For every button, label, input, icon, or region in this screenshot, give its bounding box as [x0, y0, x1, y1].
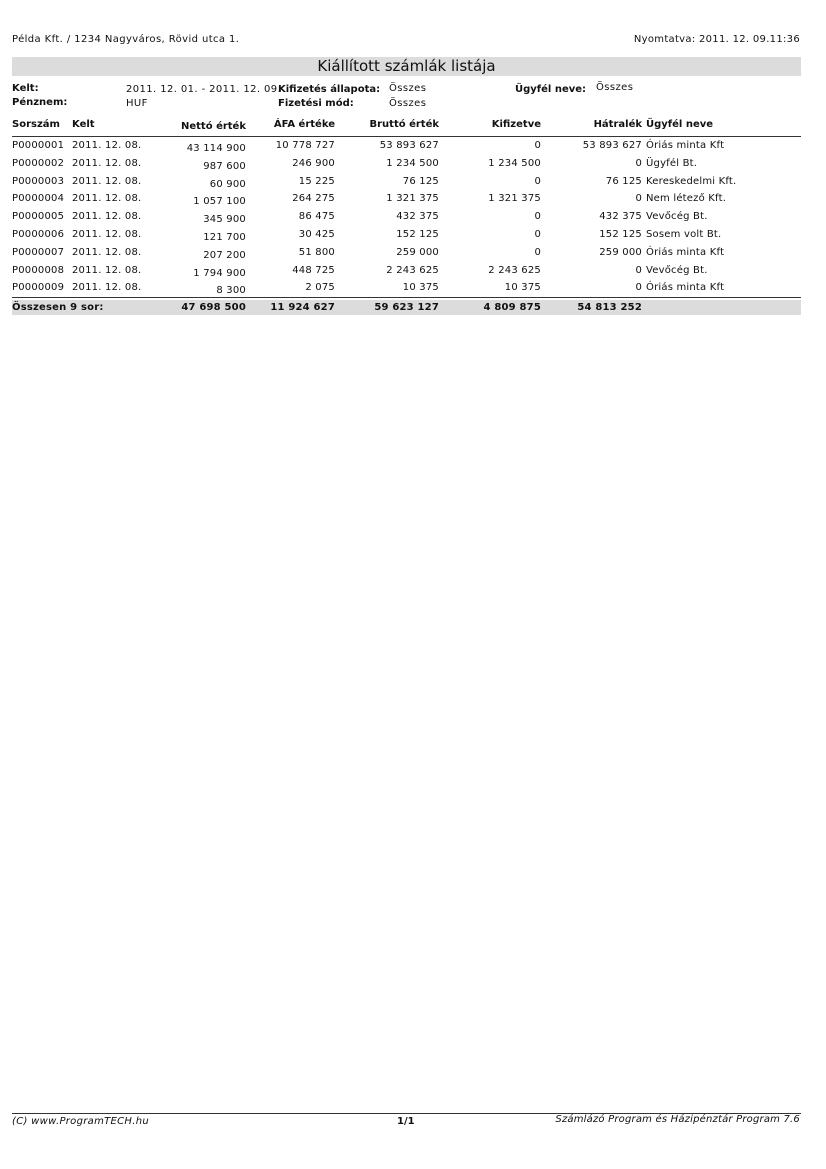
cell-kelt: 2011. 12. 08.	[72, 157, 142, 169]
cell-sorszam: P0000009	[12, 282, 65, 294]
cell-afa: 86 475	[298, 211, 335, 223]
cell-sorszam: P0000002	[12, 157, 65, 169]
total-kifizetve: 4 809 875	[483, 302, 541, 313]
cell-kifizetve: 0	[534, 228, 541, 240]
cell-brutto: 53 893 627	[379, 140, 439, 151]
total-netto: 47 698 500	[181, 302, 246, 313]
cell-sorszam: P0000001	[12, 140, 65, 151]
cell-brutto: 152 125	[396, 228, 439, 240]
cell-netto: 60 900	[209, 178, 246, 190]
cell-kifizetve: 0	[534, 211, 541, 223]
cell-kifizetve: 1 234 500	[488, 157, 541, 169]
cell-kifizetve: 10 375	[504, 282, 541, 294]
col-header-netto: Nettó érték	[181, 121, 246, 132]
cell-hatralek: 259 000	[599, 246, 642, 258]
filter-fizmod-value: Összes	[389, 98, 427, 109]
cell-kelt: 2011. 12. 08.	[72, 264, 142, 276]
cell-hatralek: 0	[635, 193, 642, 205]
cell-netto: 121 700	[203, 231, 246, 243]
cell-netto: 987 600	[203, 160, 246, 172]
cell-kifizetve: 2 243 625	[488, 264, 541, 276]
cell-brutto: 259 000	[396, 246, 439, 258]
cell-hatralek: 152 125	[599, 228, 642, 240]
col-header-afa: ÁFA értéke	[273, 119, 335, 130]
cell-hatralek: 76 125	[605, 175, 642, 187]
cell-afa: 2 075	[305, 282, 335, 294]
table-row	[0, 191, 826, 209]
cell-ugyfel: Vevőcég Bt.	[646, 211, 708, 223]
col-header-hatralek: Hátralék	[593, 119, 642, 130]
table-row	[0, 245, 826, 263]
cell-brutto: 76 125	[402, 175, 439, 187]
filter-fizmod-label: Fizetési mód:	[278, 98, 354, 109]
cell-ugyfel: Kereskedelmi Kft.	[646, 175, 737, 187]
filter-ugyfel-value: Összes	[596, 82, 634, 93]
cell-kelt: 2011. 12. 08.	[72, 193, 142, 205]
cell-brutto: 432 375	[396, 211, 439, 223]
cell-kelt: 2011. 12. 08.	[72, 246, 142, 258]
filter-penznem-value: HUF	[126, 98, 148, 109]
cell-afa: 10 778 727	[275, 140, 335, 151]
totals-label: Összesen 9 sor:	[12, 302, 104, 313]
cell-kelt: 2011. 12. 08.	[72, 282, 142, 294]
col-header-kifizetve: Kifizetve	[491, 119, 541, 130]
cell-kelt: 2011. 12. 08.	[72, 228, 142, 240]
table-row	[0, 263, 826, 281]
table-row	[0, 209, 826, 227]
cell-kelt: 2011. 12. 08.	[72, 211, 142, 223]
filter-kifizetes-label: Kifizetés állapota:	[278, 84, 381, 95]
cell-ugyfel: Sosem volt Bt.	[646, 228, 722, 240]
cell-netto: 345 900	[203, 214, 246, 226]
col-header-sorszam: Sorszám	[12, 119, 60, 130]
cell-sorszam: P0000006	[12, 228, 65, 240]
cell-ugyfel: Ügyfél Bt.	[646, 157, 698, 169]
table-row	[0, 227, 826, 245]
filter-penznem-label: Pénznem:	[12, 97, 68, 108]
table-row	[0, 138, 826, 156]
total-afa: 11 924 627	[270, 302, 335, 313]
header-divider	[12, 136, 801, 137]
cell-sorszam: P0000008	[12, 264, 65, 276]
col-header-kelt: Kelt	[72, 119, 95, 130]
total-brutto: 59 623 127	[374, 302, 439, 313]
cell-brutto: 2 243 625	[386, 264, 439, 276]
cell-afa: 264 275	[292, 193, 335, 205]
totals-divider	[12, 297, 801, 298]
cell-brutto: 1 321 375	[386, 193, 439, 205]
company-address: Példa Kft. / 1234 Nagyváros, Rövid utca 1.	[12, 34, 240, 45]
cell-ugyfel: Óriás minta Kft	[646, 282, 725, 294]
cell-kifizetve: 0	[534, 140, 541, 151]
cell-netto: 1 057 100	[193, 196, 246, 208]
filter-kelt-label: Kelt:	[12, 83, 39, 94]
cell-ugyfel: Nem létező Kft.	[646, 193, 727, 205]
cell-netto: 1 794 900	[193, 267, 246, 279]
cell-hatralek: 0	[635, 264, 642, 276]
cell-ugyfel: Óriás minta Kft	[646, 140, 725, 151]
cell-brutto: 1 234 500	[386, 157, 439, 169]
cell-hatralek: 0	[635, 157, 642, 169]
invoice-table-body	[0, 138, 826, 298]
col-header-ugyfel: Ügyfél neve	[646, 119, 714, 130]
cell-sorszam: P0000003	[12, 175, 65, 187]
cell-afa: 30 425	[298, 228, 335, 240]
cell-netto: 8 300	[216, 285, 246, 297]
table-row	[0, 156, 826, 174]
cell-kifizetve: 0	[534, 175, 541, 187]
cell-kelt: 2011. 12. 08.	[72, 175, 142, 187]
footer-program-name: Számlázó Program és Házipénztár Program 7.6	[555, 1114, 800, 1125]
cell-hatralek: 432 375	[599, 211, 642, 223]
cell-ugyfel: Vevőcég Bt.	[646, 264, 708, 276]
cell-kifizetve: 1 321 375	[488, 193, 541, 205]
cell-sorszam: P0000004	[12, 193, 65, 205]
print-timestamp: Nyomtatva: 2011. 12. 09.11:36	[633, 34, 800, 45]
cell-afa: 51 800	[298, 246, 335, 258]
cell-afa: 448 725	[292, 264, 335, 276]
total-hatralek: 54 813 252	[577, 302, 642, 313]
cell-afa: 246 900	[292, 157, 335, 169]
cell-netto: 43 114 900	[186, 143, 246, 154]
table-row	[0, 174, 826, 192]
report-title: Kiállított számlák listája	[12, 57, 801, 76]
footer-website: (C) www.ProgramTECH.hu	[12, 1116, 150, 1127]
cell-ugyfel: Óriás minta Kft	[646, 246, 725, 258]
col-header-brutto: Bruttó érték	[369, 119, 439, 130]
cell-brutto: 10 375	[402, 282, 439, 294]
filter-ugyfel-label: Ügyfél neve:	[515, 84, 587, 95]
cell-sorszam: P0000007	[12, 246, 65, 258]
cell-kifizetve: 0	[534, 246, 541, 258]
page-number: 1/1	[397, 1116, 415, 1127]
filter-kifizetes-value: Összes	[389, 83, 427, 94]
cell-afa: 15 225	[298, 175, 335, 187]
cell-netto: 207 200	[203, 249, 246, 261]
table-row	[0, 280, 826, 298]
cell-kelt: 2011. 12. 08.	[72, 140, 142, 151]
cell-hatralek: 53 893 627	[582, 140, 642, 151]
cell-sorszam: P0000005	[12, 211, 65, 223]
cell-hatralek: 0	[635, 282, 642, 294]
filter-kelt-value: 2011. 12. 01. - 2011. 12. 09.	[126, 84, 282, 95]
